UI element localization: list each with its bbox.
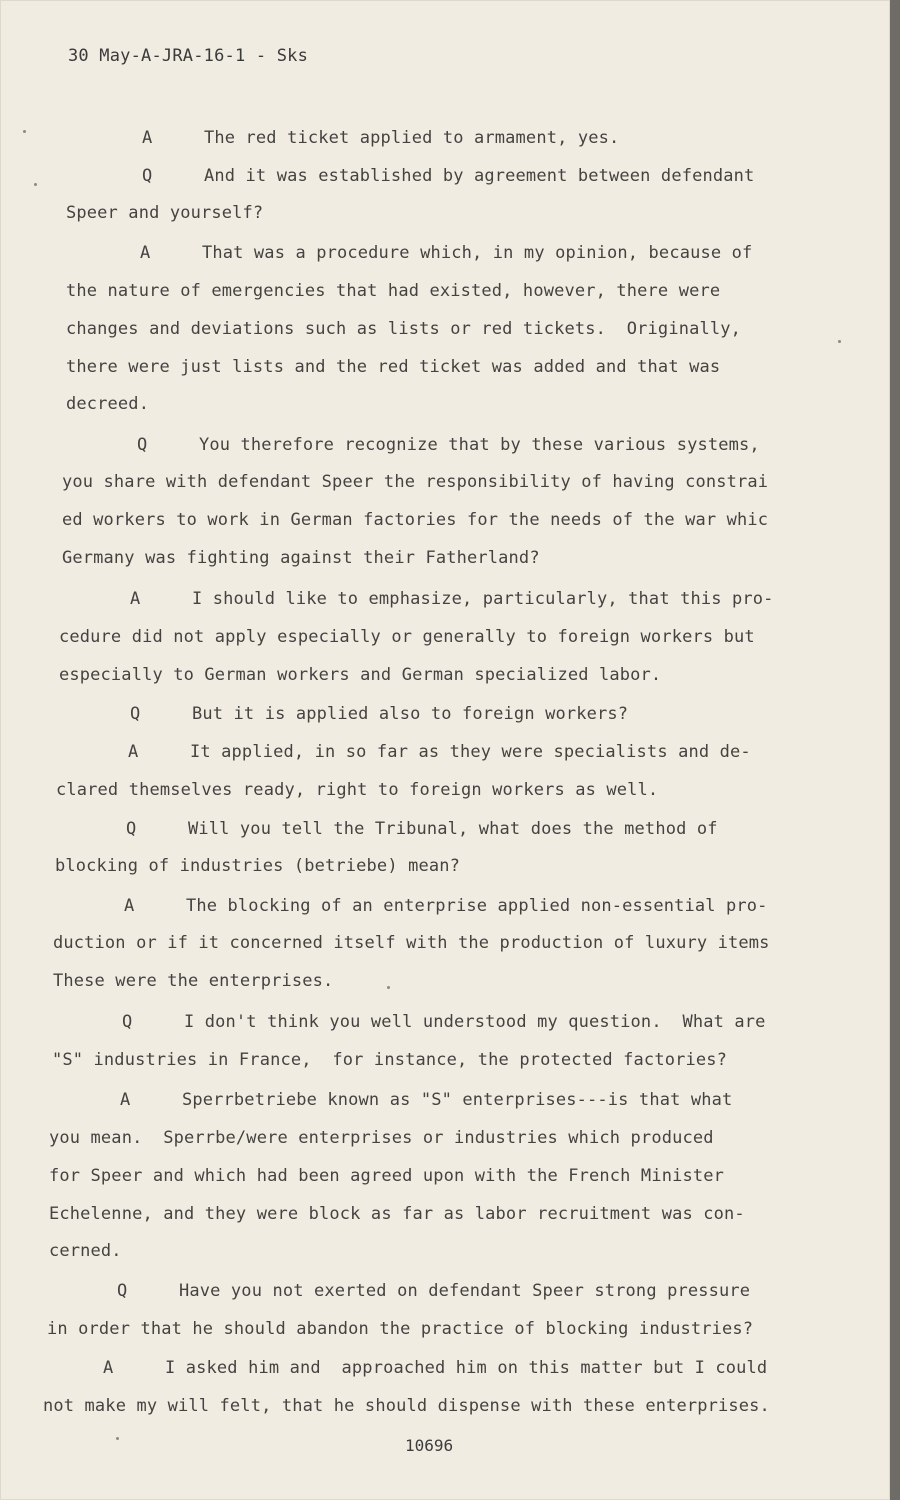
transcript-text: That was a procedure which, in my opinion, because of [202, 243, 753, 263]
transcript-text: ed workers to work in German factories for the needs of the war whic [62, 510, 769, 530]
transcript-line [128, 742, 751, 762]
transcript-line [66, 203, 263, 223]
transcript-line [55, 856, 460, 876]
transcript-text: the nature of emergencies that had existed, however, there were [66, 281, 721, 301]
speaker-marker: Q [117, 1281, 128, 1301]
transcript-line [49, 1128, 714, 1148]
transcript-line [49, 1166, 724, 1186]
speaker-marker: A [130, 589, 141, 609]
transcript-line [53, 971, 333, 991]
transcript-text: I asked him and approached him on this matter but I could [165, 1358, 768, 1378]
transcript-text: cerned. [49, 1241, 122, 1261]
speaker-marker: A [124, 896, 135, 916]
transcript-line [47, 1319, 753, 1339]
transcript-line [53, 933, 770, 953]
transcript-text: clared themselves ready, right to foreign workers as well. [56, 780, 659, 800]
transcript-line [66, 394, 149, 414]
speaker-marker: A [103, 1358, 114, 1378]
speaker-marker: Q [142, 166, 153, 186]
transcript-text: cedure did not apply especially or generally to foreign workers but [59, 627, 755, 647]
transcript-line [117, 1281, 750, 1301]
transcript-text: Germany was fighting against their Fatherland? [62, 548, 540, 568]
scan-edge [890, 0, 900, 1500]
transcript-line [43, 1396, 770, 1416]
transcript-text: And it was established by agreement between defendant [204, 166, 755, 186]
transcript-text: Will you tell the Tribunal, what does the method of [188, 819, 718, 839]
speaker-marker: Q [122, 1012, 133, 1032]
transcript-line [62, 548, 540, 568]
transcript-line [52, 1050, 727, 1070]
speaker-marker: Q [137, 435, 148, 455]
transcript-line [62, 472, 768, 492]
transcript-text: there were just lists and the red ticket was added and that was [66, 357, 721, 377]
transcript-line [142, 128, 619, 148]
transcript-text: for Speer and which had been agreed upon with the French Minister [49, 1166, 725, 1186]
transcript-line [126, 819, 718, 839]
transcript-line [49, 1241, 122, 1261]
transcript-text: Sperrbetriebe known as "S" enterprises---is that what [182, 1090, 733, 1110]
transcript-text: Have you not exerted on defendant Speer strong pressure [179, 1281, 751, 1301]
speaker-marker: A [120, 1090, 131, 1110]
transcript-text: But it is applied also to foreign workers? [192, 704, 629, 724]
paper-speck [838, 340, 841, 343]
transcript-text: I should like to emphasize, particularly, that this pro- [192, 589, 774, 609]
transcript-text: The red ticket applied to armament, yes. [204, 128, 620, 148]
transcript-line [66, 357, 720, 377]
transcript-text: Speer and yourself? [66, 203, 264, 223]
transcript-text: blocking of industries (betriebe) mean? [55, 856, 461, 876]
speaker-marker: Q [130, 704, 141, 724]
transcript-text: You therefore recognize that by these various systems, [199, 435, 760, 455]
transcript-line [142, 166, 754, 186]
transcript-line [66, 281, 720, 301]
transcript-line [130, 704, 628, 724]
speaker-marker: A [128, 742, 139, 762]
transcript-text: in order that he should abandon the practice of blocking industries? [47, 1319, 754, 1339]
transcript-line [137, 435, 760, 455]
transcript-line [130, 589, 774, 609]
transcript-line [66, 319, 741, 339]
transcript-line [59, 627, 755, 647]
transcript-text: Echelenne, and they were block as far as labor recruitment was con- [49, 1204, 745, 1224]
speaker-marker: A [142, 128, 153, 148]
transcript-text: These were the enterprises. [53, 971, 334, 991]
transcript-text: It applied, in so far as they were specialists and de- [190, 742, 751, 762]
transcript-line [62, 510, 768, 530]
speaker-marker: A [140, 243, 151, 263]
paper-speck [34, 183, 37, 186]
transcript-line [59, 665, 661, 685]
page-number: 10696 [405, 1436, 454, 1455]
transcript-text: you share with defendant Speer the responsibility of having constrai [62, 472, 769, 492]
transcript-text: "S" industries in France, for instance, the protected factories? [52, 1050, 728, 1070]
transcript-text: duction or if it concerned itself with the production of luxury items [53, 933, 770, 953]
paper-speck [116, 1437, 119, 1440]
transcript-line [103, 1358, 767, 1378]
paper-speck [387, 986, 390, 989]
transcript-text: The blocking of an enterprise applied non-essential pro- [186, 896, 768, 916]
transcript-text: you mean. Sperrbe/were enterprises or industries which produced [49, 1128, 714, 1148]
speaker-marker: Q [126, 819, 137, 839]
transcript-text: not make my will felt, that he should dispense with these enterprises. [43, 1396, 770, 1416]
transcript-line [140, 243, 752, 263]
transcript-line [49, 1204, 745, 1224]
transcript-line [56, 780, 658, 800]
transcript-text: I don't think you well understood my question. What are [184, 1012, 766, 1032]
transcript-text: changes and deviations such as lists or red tickets. Originally, [66, 319, 742, 339]
document-header: 30 May-A-JRA-16-1 - Sks [68, 46, 309, 66]
transcript-text: especially to German workers and German specialized labor. [59, 665, 662, 685]
transcript-line [122, 1012, 766, 1032]
transcript-line [124, 896, 768, 916]
paper-speck [23, 130, 26, 133]
transcript-line [120, 1090, 732, 1110]
transcript-text: decreed. [66, 394, 150, 414]
